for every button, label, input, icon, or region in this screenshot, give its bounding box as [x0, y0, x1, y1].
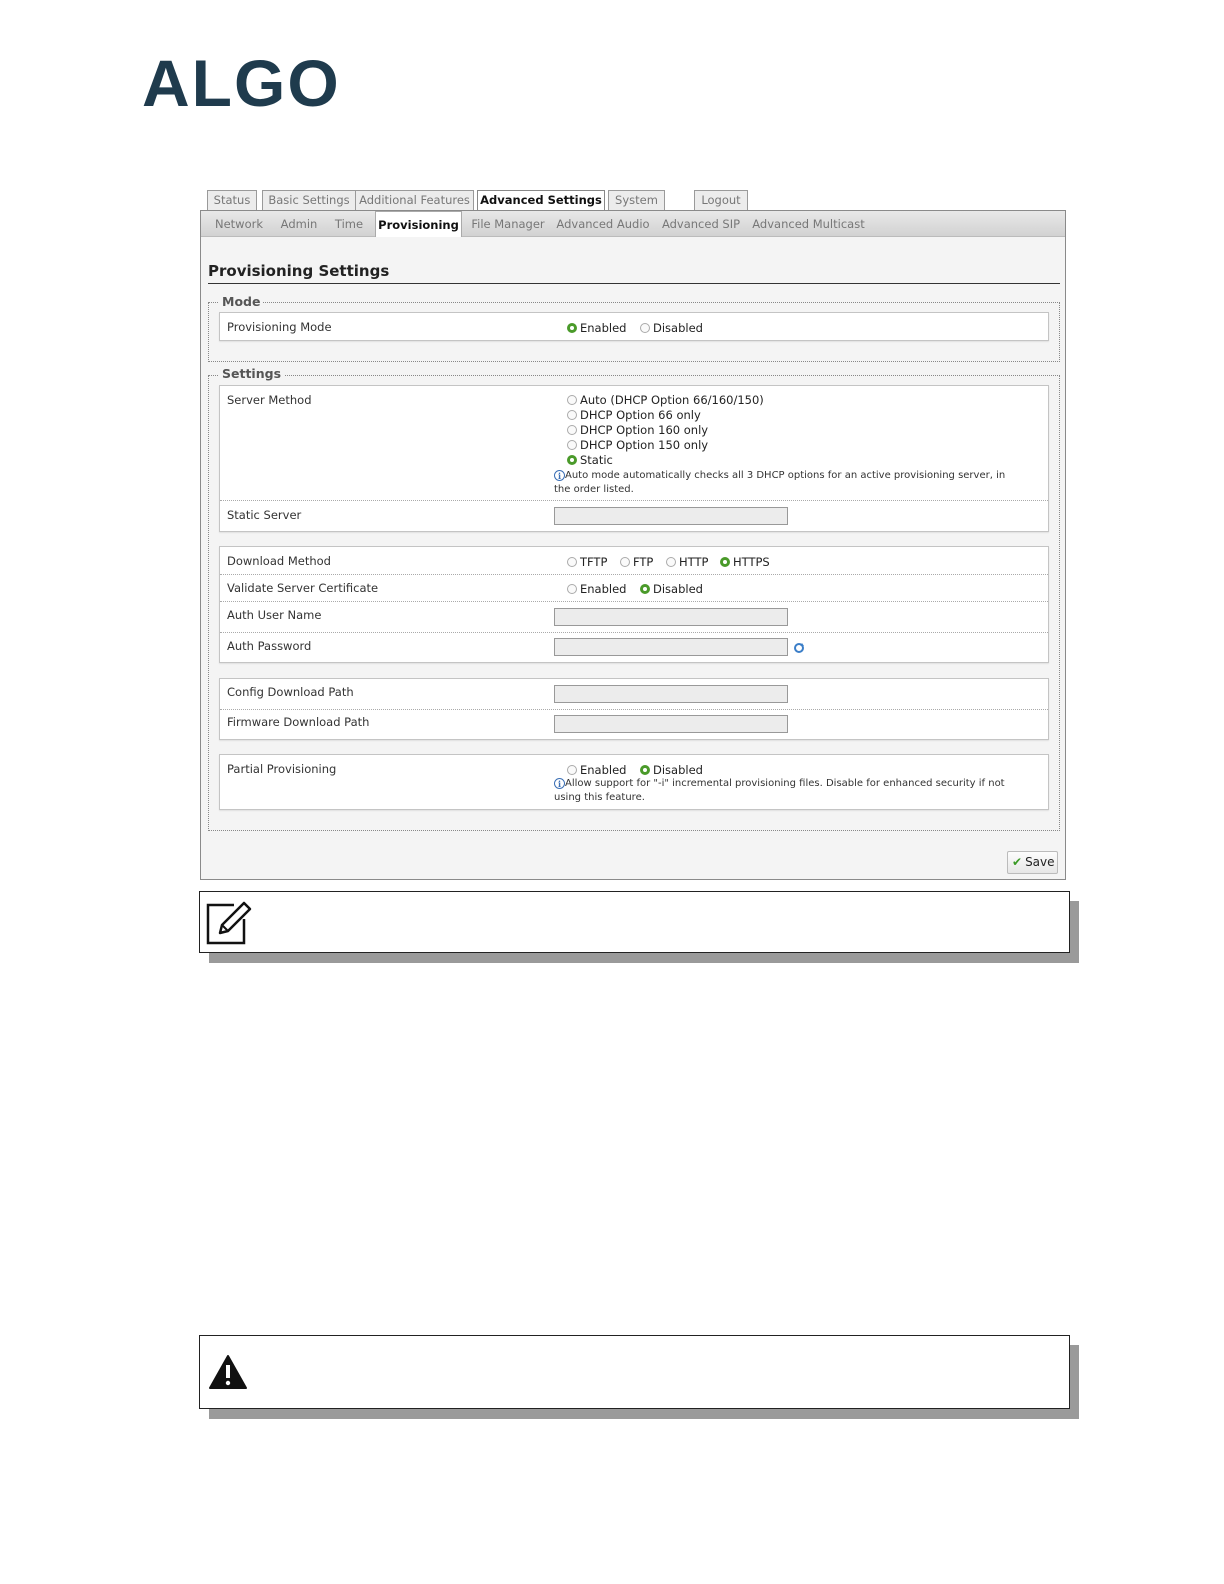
server-method-label: Server Method — [227, 393, 312, 407]
row-divider — [220, 601, 1048, 602]
partial-provisioning-info: i Allow support for "-i" incremental provisioning files. Disable for enhanced security if not using this feature. — [554, 778, 1005, 803]
algo-logo: ALGO — [142, 46, 341, 120]
refresh-icon[interactable] — [793, 642, 805, 654]
row-divider — [220, 632, 1048, 633]
server-group — [219, 385, 1049, 532]
radio-off-icon[interactable] — [567, 410, 577, 420]
tab-logout[interactable]: Logout — [694, 190, 748, 210]
download-method-label: Download Method — [227, 554, 331, 568]
subtab-advanced-multicast[interactable]: Advanced Multicast — [752, 217, 865, 231]
subtab-network[interactable]: Network — [214, 217, 264, 231]
radio-off-icon[interactable] — [567, 557, 577, 567]
radio-on-icon[interactable] — [567, 323, 577, 333]
download-method-http[interactable]: HTTP — [666, 555, 708, 569]
radio-off-icon[interactable] — [567, 425, 577, 435]
config-path-input[interactable] — [554, 685, 788, 703]
radio-off-icon[interactable] — [567, 440, 577, 450]
download-group — [219, 546, 1049, 663]
download-method-https[interactable]: HTTPS — [720, 555, 770, 569]
radio-on-icon[interactable] — [640, 584, 650, 594]
warning-icon — [208, 1354, 248, 1390]
radio-on-icon[interactable] — [640, 765, 650, 775]
radio-off-icon[interactable] — [567, 395, 577, 405]
subtab-advanced-audio[interactable]: Advanced Audio — [556, 217, 650, 231]
row-divider — [220, 574, 1048, 575]
server-method-dhcp66[interactable]: DHCP Option 66 only — [567, 408, 701, 422]
title-divider — [208, 283, 1060, 284]
radio-off-icon[interactable] — [640, 323, 650, 333]
radio-on-icon[interactable] — [720, 557, 730, 567]
partial-provisioning-group — [219, 754, 1049, 810]
provisioning-mode-disabled[interactable]: Disabled — [640, 321, 703, 335]
paths-group — [219, 678, 1049, 740]
tab-status[interactable]: Status — [207, 190, 257, 210]
download-method-ftp[interactable]: FTP — [620, 555, 653, 569]
settings-panel — [200, 210, 1066, 880]
settings-legend: Settings — [219, 366, 284, 381]
server-method-info: i Auto mode automatically checks all 3 DHCP options for an active provisioning server, in the order listed. — [554, 470, 1006, 495]
partial-provisioning-enabled[interactable]: Enabled — [567, 763, 626, 777]
tab-basic-settings[interactable]: Basic Settings — [262, 190, 356, 210]
note-edit-icon — [204, 899, 252, 947]
subtab-time[interactable]: Time — [334, 217, 364, 231]
firmware-path-label: Firmware Download Path — [227, 715, 370, 729]
checkmark-icon: ✔ — [1012, 855, 1023, 869]
page-title: Provisioning Settings — [208, 262, 390, 280]
server-method-auto[interactable]: Auto (DHCP Option 66/160/150) — [567, 393, 764, 407]
static-server-label: Static Server — [227, 508, 302, 522]
auth-user-input[interactable] — [554, 608, 788, 626]
partial-provisioning-label: Partial Provisioning — [227, 762, 337, 776]
mode-legend: Mode — [219, 294, 263, 309]
subtab-provisioning[interactable]: Provisioning — [375, 211, 462, 237]
auth-password-input[interactable] — [554, 638, 788, 656]
radio-off-icon[interactable] — [620, 557, 630, 567]
validate-cert-disabled[interactable]: Disabled — [640, 582, 703, 596]
radio-on-icon[interactable] — [567, 455, 577, 465]
tab-advanced-settings[interactable]: Advanced Settings — [477, 190, 605, 211]
save-button[interactable]: ✔ Save — [1007, 851, 1058, 874]
radio-off-icon[interactable] — [666, 557, 676, 567]
radio-off-icon[interactable] — [567, 584, 577, 594]
provisioning-mode-label: Provisioning Mode — [227, 320, 332, 334]
warning-callout — [199, 1335, 1070, 1409]
download-method-tftp[interactable]: TFTP — [567, 555, 607, 569]
server-method-static[interactable]: Static — [567, 453, 613, 467]
note-callout — [199, 891, 1070, 953]
server-method-dhcp150[interactable]: DHCP Option 150 only — [567, 438, 708, 452]
tab-additional-features[interactable]: Additional Features — [355, 190, 474, 210]
auth-password-label: Auth Password — [227, 639, 312, 653]
subtab-admin[interactable]: Admin — [280, 217, 318, 231]
auth-user-label: Auth User Name — [227, 608, 322, 622]
provisioning-mode-row — [219, 312, 1049, 341]
validate-cert-label: Validate Server Certificate — [227, 581, 379, 595]
server-method-dhcp160[interactable]: DHCP Option 160 only — [567, 423, 708, 437]
subtab-file-manager[interactable]: File Manager — [471, 217, 545, 231]
config-path-label: Config Download Path — [227, 685, 354, 699]
info-icon: i — [554, 778, 565, 789]
validate-cert-enabled[interactable]: Enabled — [567, 582, 626, 596]
partial-provisioning-disabled[interactable]: Disabled — [640, 763, 703, 777]
radio-off-icon[interactable] — [567, 765, 577, 775]
row-divider — [220, 709, 1048, 710]
row-divider — [220, 500, 1048, 501]
static-server-input[interactable] — [554, 507, 788, 525]
info-icon: i — [554, 470, 565, 481]
firmware-path-input[interactable] — [554, 715, 788, 733]
provisioning-mode-enabled[interactable]: Enabled — [567, 321, 626, 335]
sub-tab-bar — [201, 211, 1065, 237]
subtab-advanced-sip[interactable]: Advanced SIP — [661, 217, 741, 231]
tab-system[interactable]: System — [608, 190, 665, 210]
